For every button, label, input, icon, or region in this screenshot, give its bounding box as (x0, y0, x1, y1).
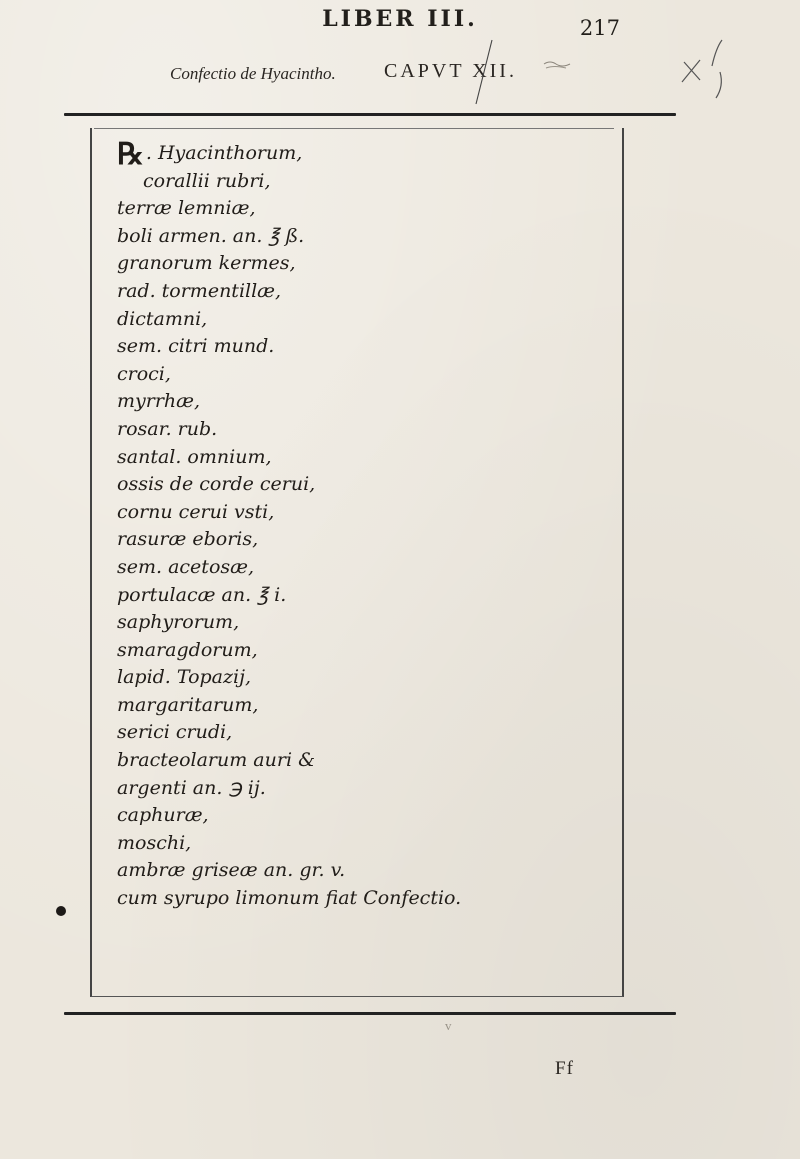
recipe-line (117, 499, 617, 527)
recipe-line (117, 333, 617, 361)
recipe-line (117, 223, 617, 251)
recipe-line (117, 582, 617, 610)
recipe-line-text: rasuræ eboris, (117, 528, 259, 551)
page-number: 217 (579, 16, 620, 40)
recipe-line-text: moschi, (117, 831, 192, 854)
recipe-line (117, 250, 617, 278)
book-title: LIBER III. (322, 6, 478, 32)
recipe-line (117, 526, 617, 554)
recipe-title: Confectio de Hyacintho. (170, 64, 336, 83)
recipe-line-text: rosar. rub. (117, 417, 218, 440)
recipe-line-text: dictamni, (117, 307, 208, 330)
recipe-line (117, 637, 617, 665)
recipe-line-text: sem. acetosæ, (117, 555, 255, 578)
recipe-line-text: corallii rubri, (143, 169, 271, 192)
recipe-line (117, 168, 617, 196)
pen-stroke-icon (470, 38, 500, 108)
recipe-line-text: . Hyacinthorum, (145, 142, 303, 164)
recipe-line (117, 802, 617, 830)
recipe-line-text: terræ lemniæ, (117, 197, 256, 220)
recipe-line-text: cum syrupo limonum fiat Confectio. (117, 887, 462, 910)
recipe-line-text: serici crudi, (117, 721, 233, 744)
recipe-line (117, 775, 617, 803)
recipe-line-text: saphyrorum, (117, 611, 240, 634)
recipe-line (117, 830, 617, 858)
recipe-line (117, 664, 617, 692)
recipe-line-text: boli armen. an. ℥ ß. (117, 224, 305, 247)
recipe-line (117, 306, 617, 334)
recipe-line-text: bracteolarum auri & (117, 749, 315, 772)
recipe-line (117, 195, 617, 223)
recipe-line-text: ossis de corde cerui, (117, 473, 316, 496)
faint-mark: v (445, 1018, 452, 1033)
faint-stamp-mark (542, 58, 572, 76)
recipe-line-text: santal. omnium, (117, 445, 272, 468)
recipe-line (117, 857, 617, 885)
signature-mark: Ff (555, 1058, 574, 1079)
recipe-line (117, 885, 617, 913)
recipe-line (117, 471, 617, 499)
recipe-line (117, 416, 617, 444)
recipe-list (117, 137, 617, 913)
handwritten-margin-mark-icon (676, 36, 746, 102)
recipe-line (117, 361, 617, 389)
recipe-line (117, 388, 617, 416)
recipe-line-text: margaritarum, (117, 693, 259, 716)
recipe-line-text: myrrhæ, (117, 390, 201, 413)
recipe-line (117, 137, 617, 172)
recipe-line (117, 554, 617, 582)
stamp-scribble-icon (542, 58, 572, 72)
chapter-label: CAPVT XII. (384, 60, 517, 82)
recipe-line-text: caphuræ, (117, 804, 209, 827)
recipe-line-text: croci, (117, 362, 171, 385)
recipe-line (117, 609, 617, 637)
recipe-line (117, 747, 617, 775)
recipe-line-text: argenti an. ℈ ij. (117, 776, 266, 799)
recipe-line (117, 692, 617, 720)
recipe-line-text: lapid. Topazij, (117, 666, 252, 689)
recipe-line-text: sem. citri mund. (117, 335, 275, 358)
rx-symbol: ℞ (117, 137, 144, 172)
recipe-line-text: rad. tormentillæ, (117, 279, 282, 302)
recipe-line-text: cornu cerui vsti, (117, 500, 275, 523)
recipe-line-text: smaragdorum, (117, 638, 258, 661)
recipe-line-text: portulacæ an. ℥ i. (117, 583, 287, 606)
bottom-rule (64, 1012, 676, 1015)
recipe-line-text: granorum kermes, (117, 252, 296, 275)
recipe-line (117, 719, 617, 747)
recipe-line-text: ambræ griseæ an. gr. v. (117, 859, 346, 882)
top-rule (64, 113, 676, 116)
recipe-line (117, 444, 617, 472)
recipe-line (117, 278, 617, 306)
ink-blot (56, 906, 66, 916)
